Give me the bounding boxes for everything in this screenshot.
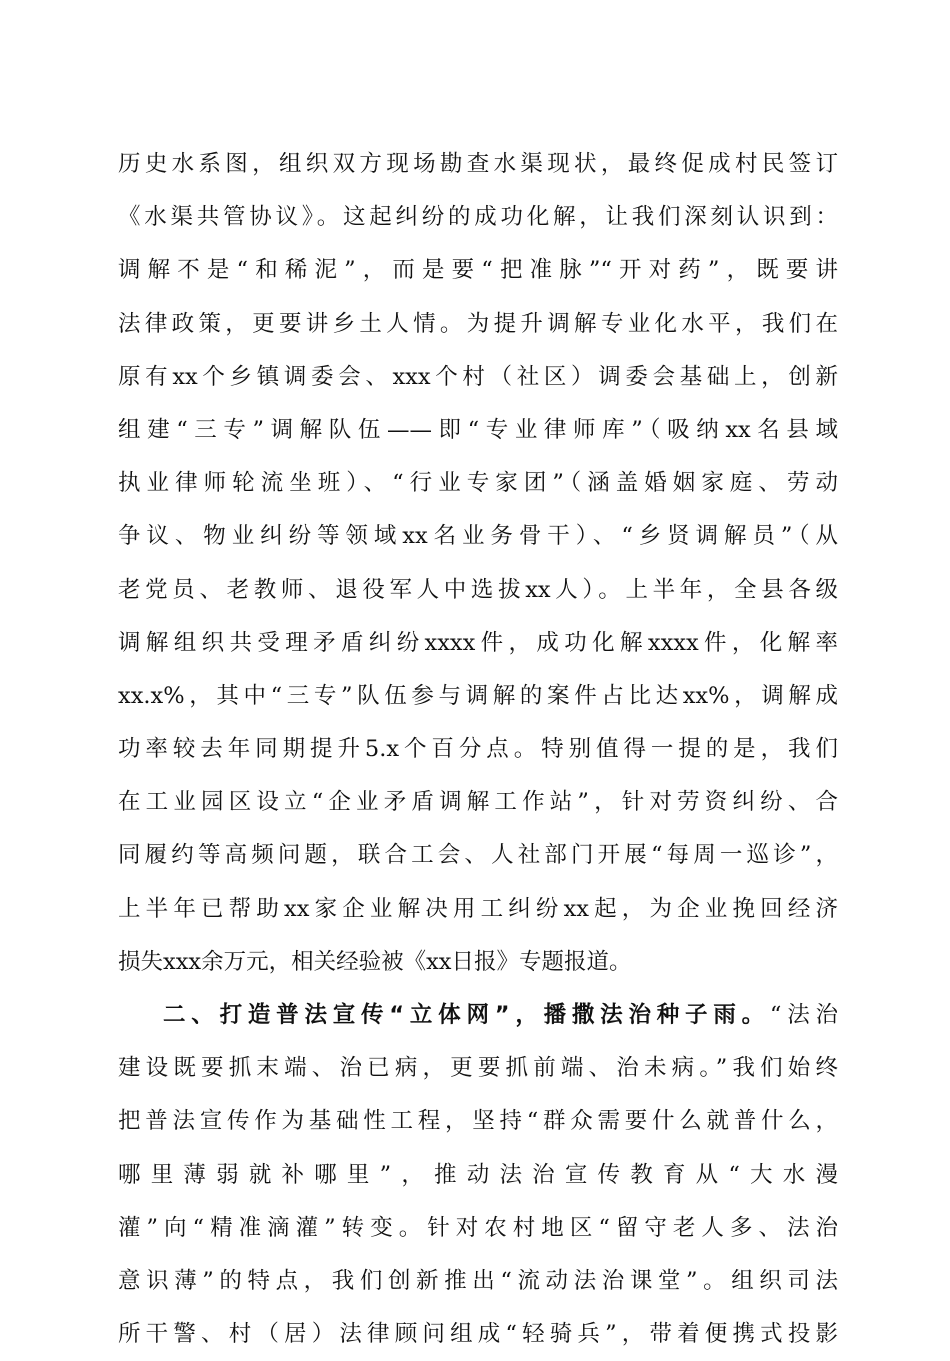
text-line: 功率较去年同期提升5.x个百分点。特别值得一提的是，我们 <box>118 736 838 763</box>
paragraph-legal-publicity <box>118 989 838 1361</box>
text-line-rest: “法治 <box>769 1002 839 1028</box>
text-line: 争议、物业纠纷等领域xx名业务骨干）、“乡贤调解员”（从 <box>118 523 838 550</box>
text-line: 调解组织共受理矛盾纠纷xxxx件，成功化解xxxx件，化解率 <box>118 629 838 656</box>
text-line: 法律政策，更要讲乡土人情。为提升调解专业化水平，我们在 <box>118 310 838 337</box>
text-line: 损失xxx余万元，相关经验被《xx日报》专题报道。 <box>118 948 632 975</box>
text-line: 在工业园区设立“企业矛盾调解工作站”，针对劳资纠纷、合 <box>118 789 838 816</box>
text-line: 同履约等高频问题，联合工会、人社部门开展“每周一巡诊”， <box>118 842 838 869</box>
text-line: 历史水系图，组织双方现场勘查水渠现状，最终促成村民签订 <box>118 151 838 177</box>
text-line: 所干警、村（居）法律顾问组成“轻骑兵”，带着便携式投影 <box>118 1321 838 1348</box>
text-line: 执业律师轮流坐班）、“行业专家团”（涵盖婚姻家庭、劳动 <box>118 470 838 497</box>
section-heading: 二、打造普法宣传“立体网”，播撒法治种子雨。 <box>163 1002 770 1028</box>
paragraph-mediation-results <box>118 138 838 989</box>
text-line: 原有xx个乡镇调委会、xxx个村（社区）调委会基础上，创新 <box>118 363 838 390</box>
text-line: 《水渠共管协议》。这起纠纷的成功化解，让我们深刻认识到： <box>118 204 838 231</box>
text-line: 把普法宣传作为基础性工程，坚持“群众需要什么就普什么， <box>118 1108 838 1135</box>
section-first-line <box>118 989 838 1042</box>
text-line: 意识薄”的特点，我们创新推出“流动法治课堂”。组织司法 <box>118 1267 838 1294</box>
text-line: 哪里薄弱就补哪里”，推动法治宣传教育从“大水漫 <box>118 1161 838 1188</box>
text-line: xx.x%，其中“三专”队伍参与调解的案件占比达xx%，调解成 <box>118 682 838 709</box>
text-line: 灌”向“精准滴灌”转变。针对农村地区“留守老人多、法治 <box>118 1214 838 1241</box>
text-line: 组建“三专”调解队伍——即“专业律师库”（吸纳xx名县域 <box>118 416 838 443</box>
text-line: 建设既要抓末端、治已病，更要抓前端、治未病。”我们始终 <box>118 1055 838 1082</box>
text-line: 老党员、老教师、退役军人中选拔xx人）。上半年，全县各级 <box>118 576 838 603</box>
text-line: 调解不是“和稀泥”，而是要“把准脉”“开对药”，既要讲 <box>118 257 838 284</box>
text-line: 上半年已帮助xx家企业解决用工纠纷xx起，为企业挽回经济 <box>118 895 838 922</box>
